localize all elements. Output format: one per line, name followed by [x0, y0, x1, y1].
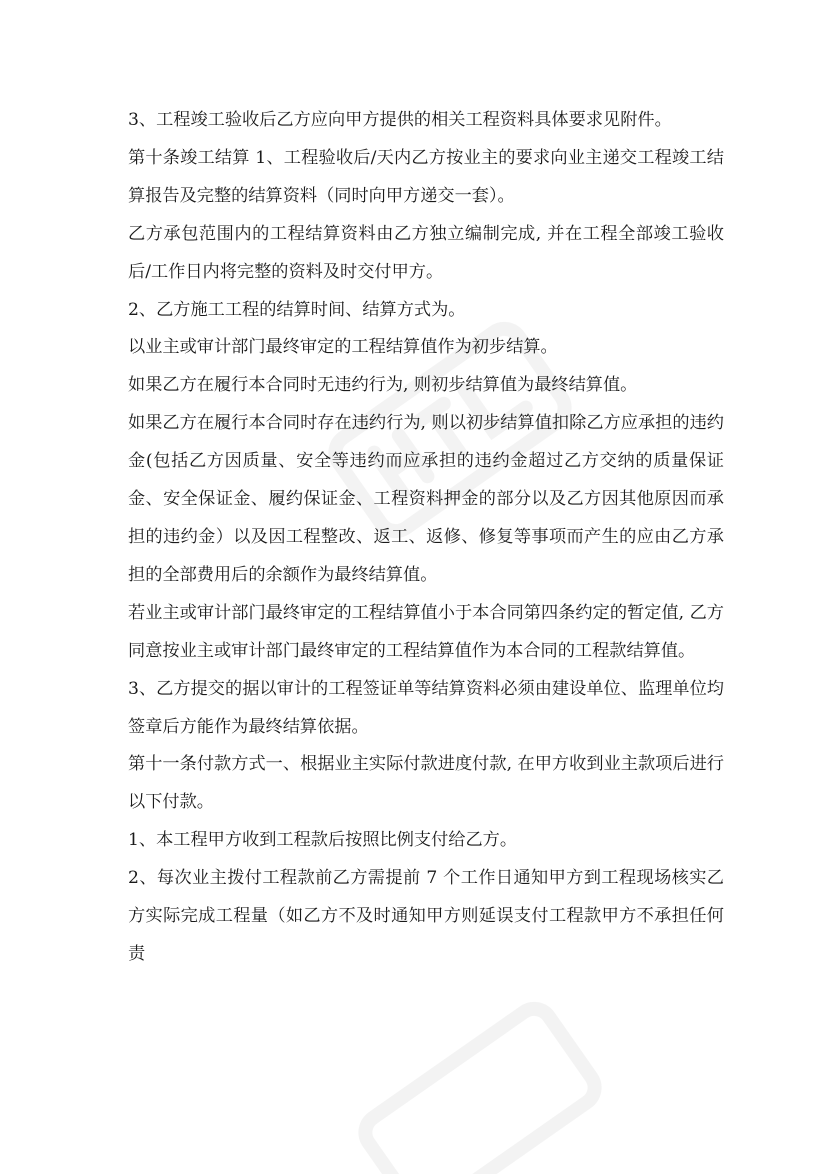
watermark-logo-icon: [330, 960, 630, 1174]
paragraph: 2、每次业主拨付工程款前乙方需提前 7 个工作日通知甲方到工程现场核实乙方实际完成工程量（如乙方不及时通知甲方则延误支付工程款甲方不承担任何责: [128, 868, 724, 964]
paragraph: 如果乙方在履行本合同时存在违约行为, 则以初步结算值扣除乙方应承担的违约金(包括乙方因质量、安全等违约而应承担的违约金超过乙方交纳的质量保证金、安全保证金、履约保证金、工程资料押金的部分以及乙方因其他原因而承担的违约金）以及因工程整改、返工、返修、修复等事项而产生的应由乙方承担的全部费用后的余额作为最终结算值。: [128, 413, 724, 585]
paragraph: 若业主或审计部门最终审定的工程结算值小于本合同第四条约定的暂定值, 乙方同意按业主或审计部门最终审定的工程结算值作为本合同的工程款结算值。: [128, 602, 724, 661]
paragraph: 1、本工程甲方收到工程款后按照比例支付给乙方。: [128, 830, 518, 851]
paragraph: 如果乙方在履行本合同时无违约行为, 则初步结算值为最终结算值。: [128, 375, 638, 396]
paragraph: 3、工程竣工验收后乙方应向甲方提供的相关工程资料具体要求见附件。: [128, 110, 672, 130]
paragraph: 3、乙方提交的据以审计的工程签证单等结算资料必须由建设单位、监理单位均签章后方能作为最终结算依据。: [128, 678, 724, 737]
paragraph: 第十一条付款方式一、根据业主实际付款进度付款, 在甲方收到业主款项后进行以下付款。: [128, 754, 724, 813]
paragraph: 2、乙方施工工程的结算时间、结算方式为。: [128, 299, 466, 320]
document-body: [128, 102, 724, 974]
paragraph: 乙方承包范围内的工程结算资料由乙方独立编制完成, 并在工程全部竣工验收后/工作日内将完整的资料及时交付甲方。: [128, 223, 724, 282]
paragraph: 以业主或审计部门最终审定的工程结算值作为初步结算。: [128, 337, 558, 358]
paragraph: 第十条竣工结算 1、工程验收后/天内乙方按业主的要求向业主递交工程竣工结算报告及完整的结算资料（同时向甲方递交一套）。: [128, 147, 724, 206]
